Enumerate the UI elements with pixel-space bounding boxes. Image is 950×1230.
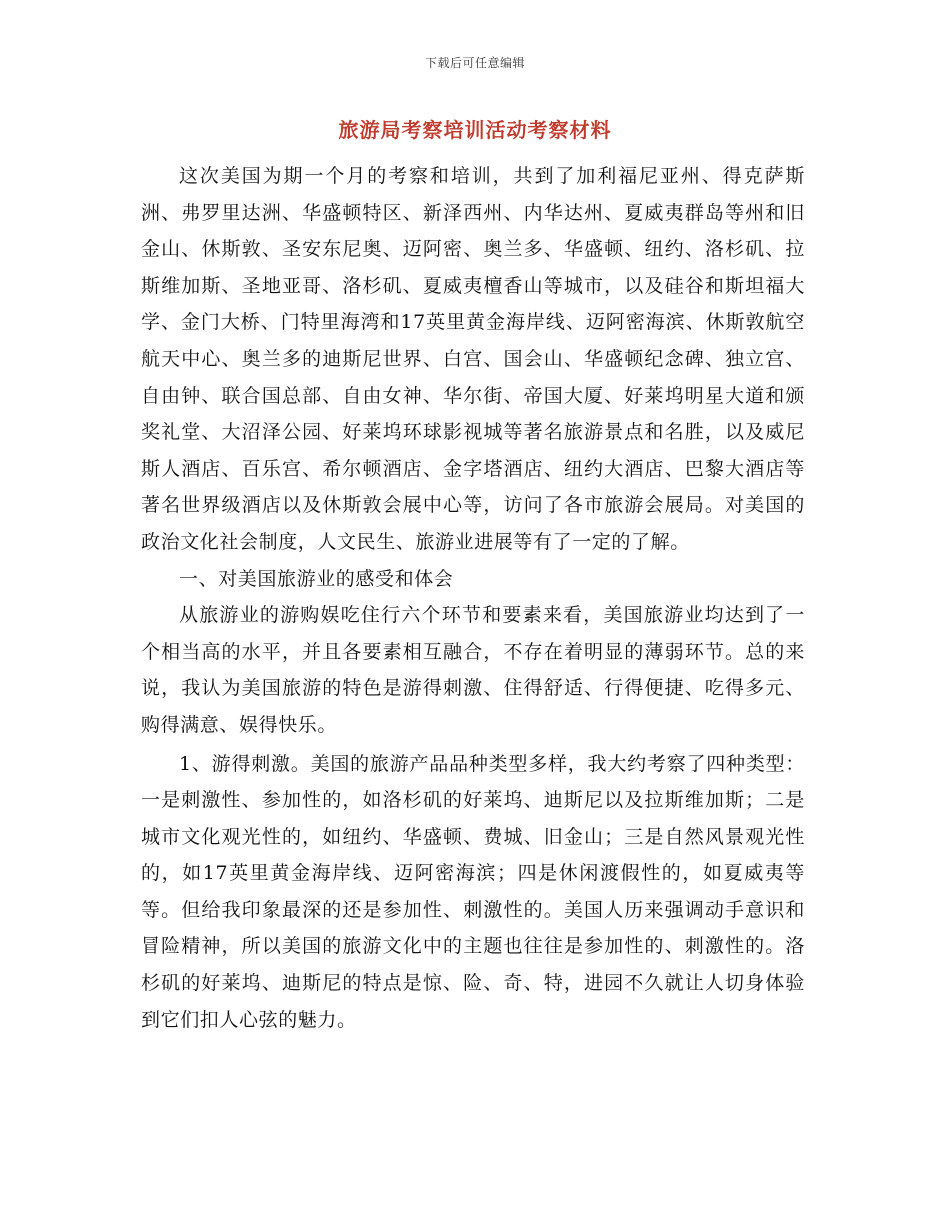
paragraph-point-1: 1、游得刺激。美国的旅游产品品种类型多样，我大约考察了四种类型：一是刺激性、参加性的，如洛杉矶的好莱坞、迪斯尼以及拉斯维加斯；二是城市文化观光性的，如纽约、华盛顿、费城、旧金山；三是自然风景观光性的，如17英里黄金海岸线、迈阿密海滨；四是休闲渡假性的，如夏威夷等等。但给我印象最深的还是参加性、刺激性的。美国人历来强调动手意识和冒险精神，所以美国的旅游文化中的主题也往往是参加性的、刺激性的。洛杉矶的好莱坞、迪斯尼的特点是惊、险、奇、特，进园不久就让人切身体验到它们扣人心弦的魅力。 (141, 752, 805, 1031)
paragraph-intro: 这次美国为期一个月的考察和培训，共到了加利福尼亚州、得克萨斯洲、弗罗里达洲、华盛顿特区、新泽西州、内华达州、夏威夷群岛等州和旧金山、休斯敦、圣安东尼奥、迈阿密、奥兰多、华盛顿、纽约、洛杉矶、拉斯维加斯、圣地亚哥、洛杉矶、夏威夷檀香山等城市，以及硅谷和斯坦福大学、金门大桥、门特里海湾和17英里黄金海岸线、迈阿密海滨、休斯敦航空航天中心、奥兰多的迪斯尼世界、白宫、国会山、华盛顿纪念碑、独立宫、自由钟、联合国总部、自由女神、华尔街、帝国大厦、好莱坞明星大道和颁奖礼堂、大沼泽公园、好莱坞环球影视城等著名旅游景点和名胜，以及威尼斯人酒店、百乐宫、希尔顿酒店、金字塔酒店、纽约大酒店、巴黎大酒店等著名世界级酒店以及休斯敦会展中心等，访问了各市旅游会展局。对美国的政治文化社会制度，人文民生、旅游业进展等有了一定的了解。 (141, 165, 805, 553)
document-body (141, 158, 805, 1038)
document-title: 旅游局考察培训活动考察材料 (338, 118, 612, 142)
page-header-note: 下载后可任意编辑 (424, 56, 525, 70)
paragraph-overview: 从旅游业的游购娱吃住行六个环节和要素来看，美国旅游业均达到了一个相当高的水平，并且各要素相互融合，不存在着明显的薄弱环节。总的来说，我认为美国旅游的特色是游得刺激、住得舒适、行得便捷、吃得多元、购得满意、娱得快乐。 (141, 604, 805, 736)
section-heading-1: 一、对美国旅游业的感受和体会 (179, 567, 454, 590)
